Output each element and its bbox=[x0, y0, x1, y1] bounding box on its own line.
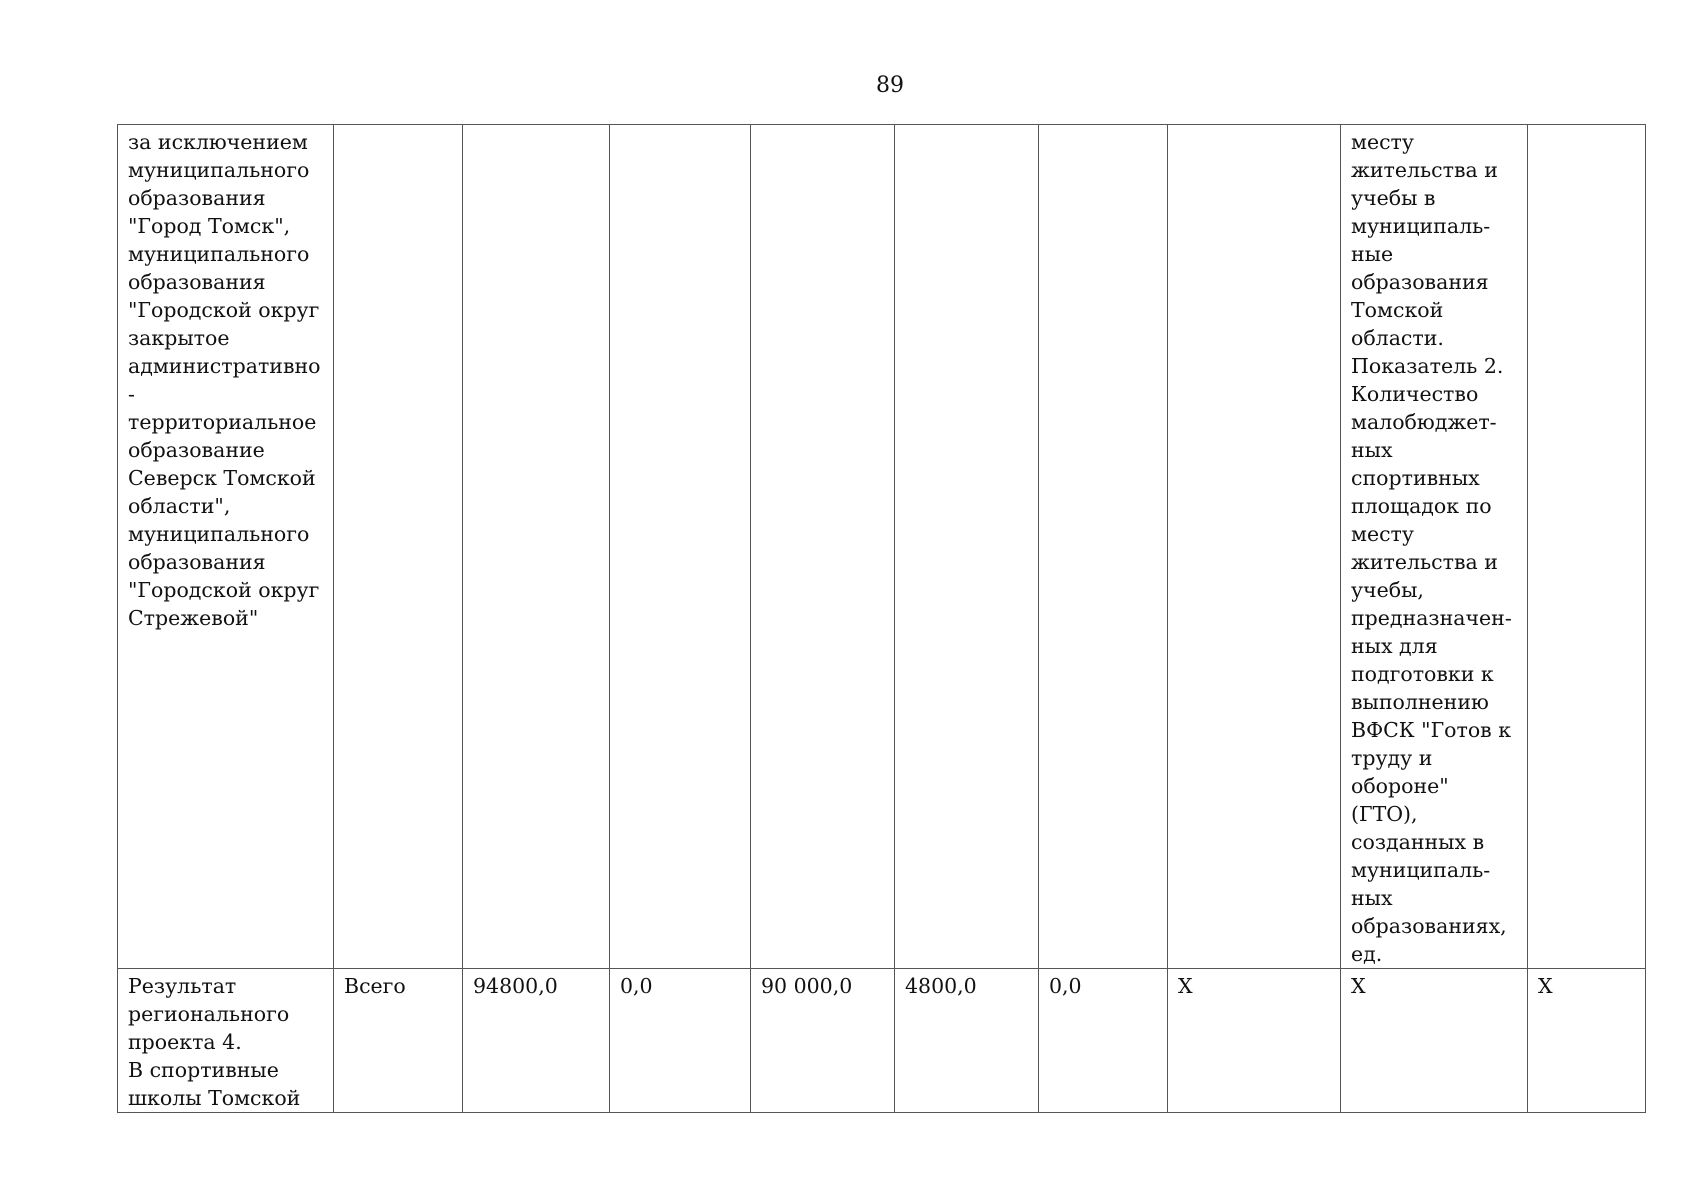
page-number: 89 bbox=[876, 73, 904, 98]
table-cell: X bbox=[1528, 969, 1646, 1113]
table-cell: за исключением муниципального образования "Город Томск", муниципального образования "Городской округ закрытое административно- территориальное образование Северск Томской области", муниципального образования "Городской округ Стрежевой" bbox=[118, 125, 334, 969]
table-cell: 94800,0 bbox=[463, 969, 610, 1113]
table-cell bbox=[1528, 125, 1646, 969]
table-cell bbox=[463, 125, 610, 969]
table-row bbox=[118, 125, 1646, 969]
table-cell bbox=[1168, 125, 1341, 969]
table-cell: X bbox=[1168, 969, 1341, 1113]
table-cell: 4800,0 bbox=[895, 969, 1039, 1113]
table-row bbox=[118, 969, 1646, 1113]
table-cell: 0,0 bbox=[1039, 969, 1168, 1113]
table-cell: X bbox=[1341, 969, 1528, 1113]
table-cell: 0,0 bbox=[610, 969, 751, 1113]
table-cell bbox=[334, 125, 463, 969]
data-table bbox=[117, 124, 1646, 1113]
table-cell: Всего bbox=[334, 969, 463, 1113]
table-cell bbox=[751, 125, 895, 969]
table-cell: Результат регионального проекта 4. В спортивные школы Томской bbox=[118, 969, 334, 1113]
table-cell: 90 000,0 bbox=[751, 969, 895, 1113]
table-cell bbox=[1039, 125, 1168, 969]
table-cell bbox=[895, 125, 1039, 969]
table-cell: месту жительства и учебы в муниципаль- ные образования Томской области. Показатель 2. Количество малобюджет- ных спортивных площадок по месту жительства и учебы, предназначен- ных для подготовки к выполнению ВФСК "Готов к труду и обороне" (ГТО), созданных в муниципаль- ных образованиях, ед. bbox=[1341, 125, 1528, 969]
table-cell bbox=[610, 125, 751, 969]
